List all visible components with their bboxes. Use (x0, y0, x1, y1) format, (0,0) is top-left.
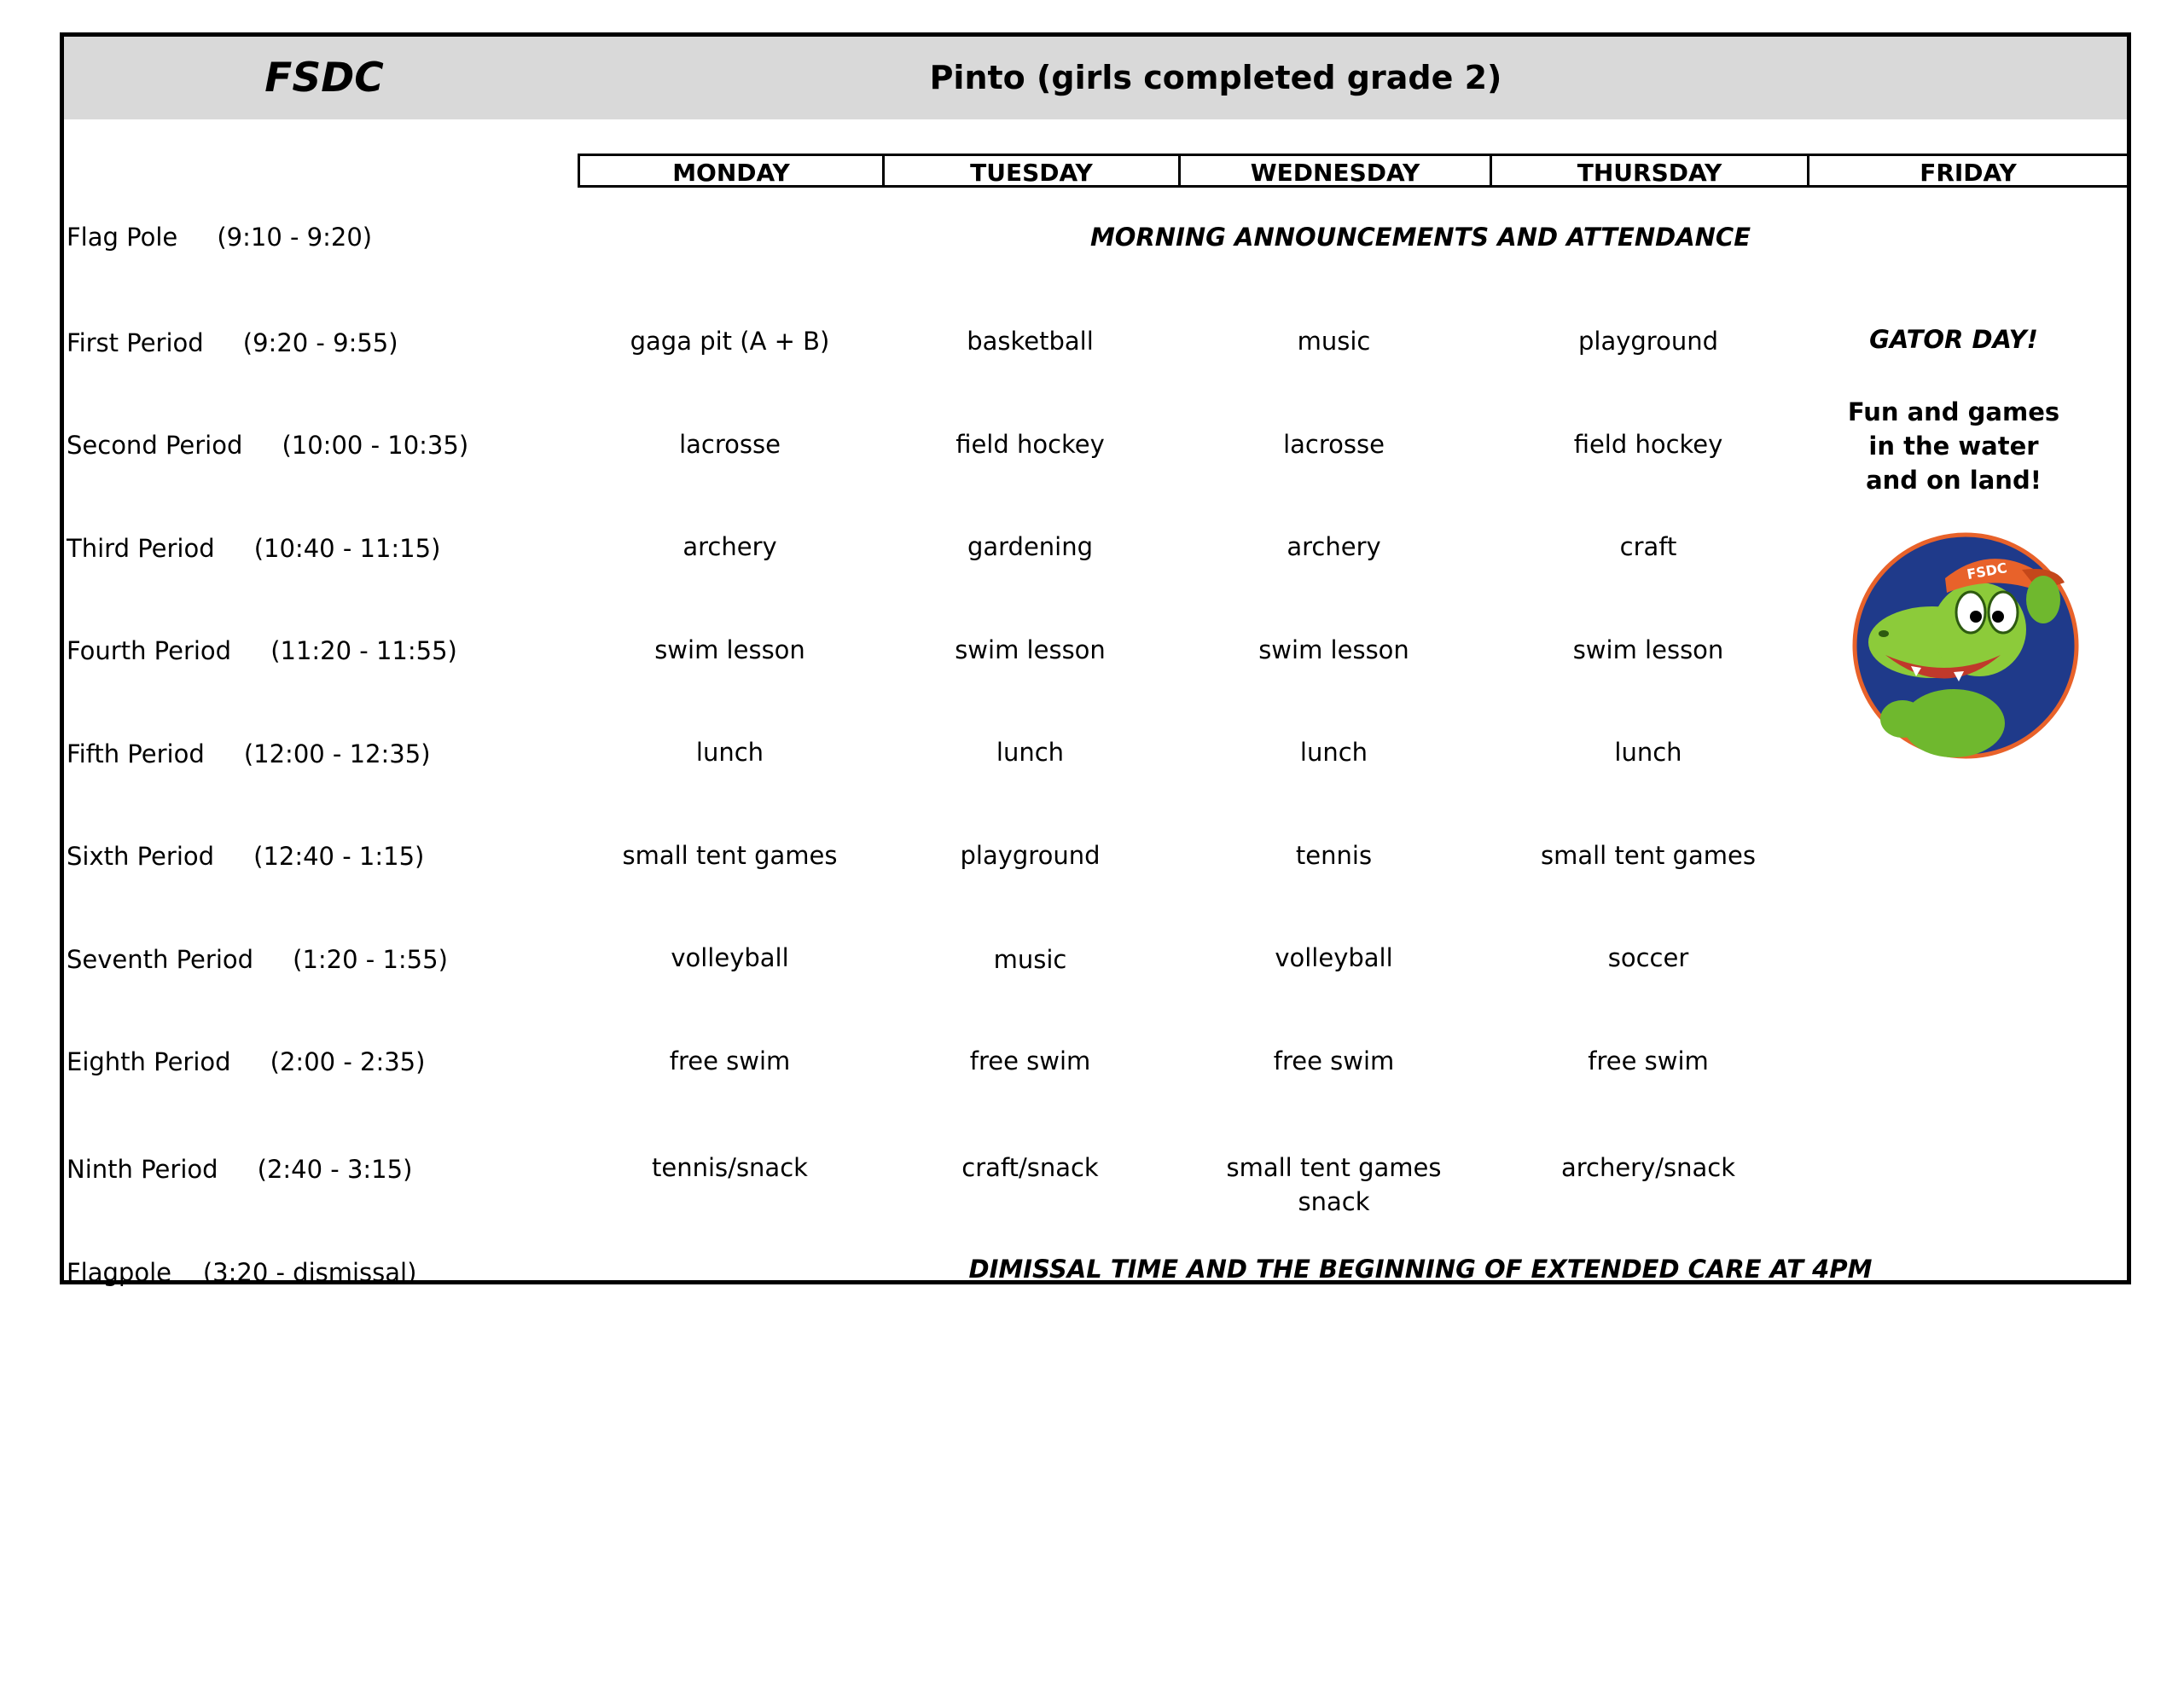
mascot-hand (2026, 576, 2060, 623)
activity-cell: playground (960, 841, 1101, 870)
activity-cell: lunch (695, 738, 764, 767)
activity-cell: lunch (1614, 738, 1682, 767)
activity-cell: archery (682, 532, 777, 561)
activity-cell: small tent games (1540, 841, 1757, 870)
dismissal-banner: DIMISSAL TIME AND THE BEGINNING OF EXTENDED CARE AT 4PM (968, 1255, 1873, 1284)
day-header-thursday: THURSDAY (1490, 154, 1807, 188)
activity-cell: swim lesson (955, 635, 1106, 664)
activity-cell: lacrosse (679, 430, 781, 459)
day-header-friday: FRIDAY (1807, 154, 2127, 188)
period-label: Ninth Period (2:40 - 3:15) (67, 1155, 413, 1184)
friday-line: Fun and games (1847, 397, 2060, 426)
activity-line: snack (1298, 1187, 1370, 1216)
friday-line: in the water (1868, 432, 2039, 461)
period-label: Flag Pole (9:10 - 9:20) (67, 223, 373, 252)
friday-title: GATOR DAY! (1869, 325, 2038, 354)
activity-cell: playground (1577, 327, 1718, 356)
activity-cell (1178, 1151, 1490, 1219)
activity-cell: volleyball (671, 943, 789, 972)
activity-cell: field hockey (1573, 430, 1723, 459)
schedule-sheet (60, 32, 2131, 1287)
activity-cell: craft/snack (961, 1153, 1099, 1182)
activity-cell: lunch (996, 738, 1065, 767)
activity-cell: swim lesson (1258, 635, 1409, 664)
activity-cell: free swim (1273, 1046, 1395, 1075)
mascot-cap-text: FSDC (1966, 559, 2009, 583)
activity-cell: gardening (967, 532, 1094, 561)
period-label: Sixth Period (12:40 - 1:15) (67, 842, 425, 871)
activity-cell: swim lesson (654, 635, 805, 664)
gator-mascot-icon (1851, 531, 2080, 760)
org-name: FSDC (264, 55, 384, 101)
page-title: Pinto (girls completed grade 2) (929, 59, 1502, 96)
activity-line: small tent games (1226, 1153, 1442, 1182)
mascot-fist (1880, 700, 1925, 738)
activity-cell: lacrosse (1283, 430, 1385, 459)
mascot-eye (1989, 592, 2018, 633)
period-label: Second Period (10:00 - 10:35) (67, 431, 469, 460)
period-label: Seventh Period (1:20 - 1:55) (67, 945, 448, 974)
activity-cell: swim lesson (1572, 635, 1724, 664)
activity-cell: soccer (1607, 943, 1689, 972)
day-header-wednesday: WEDNESDAY (1178, 154, 1490, 188)
activity-cell: tennis/snack (652, 1153, 808, 1182)
period-label: Eighth Period (2:00 - 2:35) (67, 1047, 426, 1076)
activity-cell: volleyball (1275, 943, 1393, 972)
day-header-monday: MONDAY (578, 154, 882, 188)
period-label: Flagpole (3:20 - dismissal) (67, 1258, 417, 1287)
friday-description (1804, 395, 2103, 497)
activity-cell: music (993, 945, 1067, 974)
activity-cell: gaga pit (A + B) (630, 327, 830, 356)
activity-cell: craft (1619, 532, 1677, 561)
activity-cell: archery (1287, 532, 1381, 561)
activity-cell: tennis (1295, 841, 1373, 870)
activity-cell: field hockey (956, 430, 1105, 459)
activity-cell: small tent games (622, 841, 838, 870)
activity-cell: free swim (669, 1046, 791, 1075)
period-label: Third Period (10:40 - 11:15) (67, 534, 441, 563)
activity-cell: music (1297, 327, 1371, 356)
morning-announcements-banner: MORNING ANNOUNCEMENTS AND ATTENDANCE (1089, 223, 1751, 252)
period-label: Fourth Period (11:20 - 11:55) (67, 636, 457, 665)
activity-cell: archery/snack (1560, 1153, 1736, 1182)
friday-line: and on land! (1866, 466, 2042, 495)
activity-cell: free swim (969, 1046, 1091, 1075)
day-header-tuesday: TUESDAY (882, 154, 1178, 188)
activity-cell: free swim (1588, 1046, 1709, 1075)
activity-cell: lunch (1299, 738, 1368, 767)
period-label: Fifth Period (12:00 - 12:35) (67, 739, 431, 768)
mascot-eye (1956, 592, 1985, 633)
activity-cell: basketball (967, 327, 1094, 356)
period-label: First Period (9:20 - 9:55) (67, 328, 398, 357)
